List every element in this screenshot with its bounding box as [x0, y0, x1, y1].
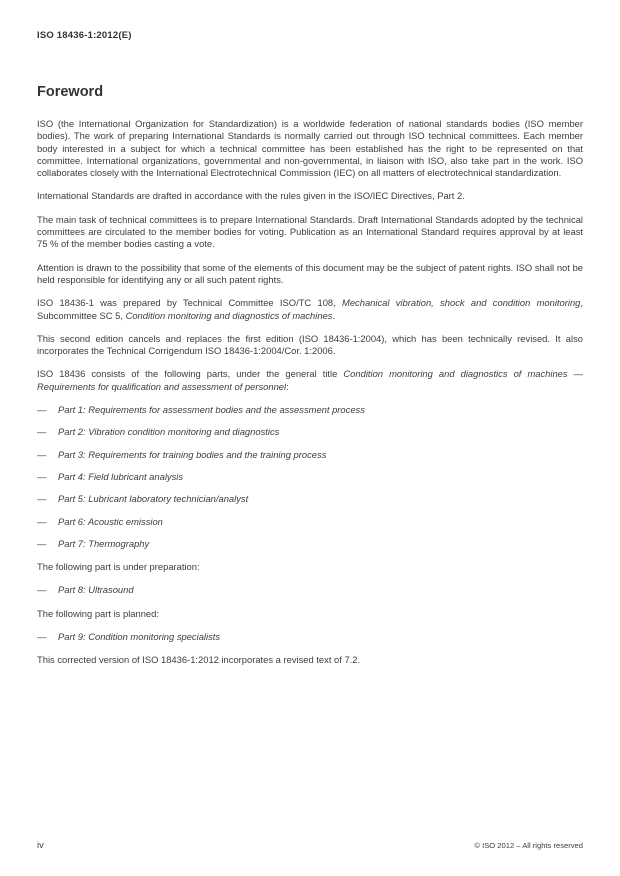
paragraph: [37, 214, 583, 251]
italic-text-run: Condition monitoring and diagnostics of machines: [125, 309, 333, 321]
text-run: The following part is planned:: [37, 607, 159, 619]
list-item: [37, 471, 583, 483]
paragraph: [37, 561, 583, 573]
paragraph: [37, 190, 583, 202]
list-item-text: [58, 449, 326, 461]
list-item-text: [58, 631, 220, 643]
list-item: [37, 538, 583, 550]
text-run: ISO 18436 consists of the following parts, under the general title: [37, 368, 344, 380]
list-dash-marker: —: [37, 584, 47, 596]
list-item: [37, 426, 583, 438]
italic-text-run: Part 4: Field lubricant analysis: [58, 470, 184, 482]
text-run: The main task of technical committees is to prepare International Standards. Draft International Standards adopted by the technical committees are circulated to the member bodies for voting. Publication as an International Standard requires approval by at least 75 % of the member bodies casting a vote.: [37, 213, 583, 250]
italic-text-run: Part 1: Requirements for assessment bodies and the assessment process: [58, 404, 365, 416]
text-run: ISO 18436-1 was prepared by Technical Committee ISO/TC 108,: [37, 297, 343, 309]
page-number: iv: [37, 840, 44, 850]
list-item-text: [58, 493, 248, 505]
list-dash-marker: —: [37, 493, 47, 505]
italic-text-run: Part 8: Ultrasound: [58, 584, 134, 596]
list-item: [37, 584, 583, 596]
page-title: Foreword: [37, 84, 104, 100]
document-body: [37, 118, 583, 667]
paragraph: [37, 368, 583, 393]
list-item-text: [58, 516, 163, 528]
text-run: The following part is under preparation:: [37, 561, 200, 573]
italic-text-run: Part 7: Thermography: [58, 537, 150, 549]
list-dash-marker: —: [37, 426, 47, 438]
paragraph: [37, 297, 583, 322]
italic-text-run: Mechanical vibration, shock and condition monitoring: [342, 297, 581, 309]
list-item: [37, 449, 583, 461]
paragraph: [37, 608, 583, 620]
text-run: ISO (the International Organization for Standardization) is a worldwide federation of national standards bodies (ISO member bodies). The work of preparing International Standards is normally carried out through ISO technical committees. Each member body interested in a subject for which a technical committee has been established has the right to be represented on that committee. International organizations, governmental and non-governmental, in liaison with ISO, also take part in the work. ISO collaborates closely with the International Electrotechnical Commission (IEC) on all matters of electrotechnical standardization.: [37, 118, 583, 179]
list-item-text: [58, 584, 134, 596]
copyright-notice: © ISO 2012 – All rights reserved: [474, 841, 583, 850]
list-item-text: [58, 471, 183, 483]
paragraph: [37, 118, 583, 179]
list-dash-marker: —: [37, 515, 47, 527]
paragraph: [37, 654, 583, 666]
list-dash-marker: —: [37, 448, 47, 460]
list-dash-marker: —: [37, 470, 47, 482]
paragraph: [37, 262, 583, 287]
italic-text-run: Part 6: Acoustic emission: [58, 515, 163, 527]
text-run: Attention is drawn to the possibility that some of the elements of this document may be the subject of patent rights. ISO shall not be held responsible for identifying any or all such patent rights.: [37, 261, 583, 285]
italic-text-run: Part 9: Condition monitoring specialists: [58, 631, 221, 643]
italic-text-run: Part 2: Vibration condition monitoring and diagnostics: [58, 426, 280, 438]
running-header: ISO 18436-1:2012(E): [37, 30, 132, 41]
list-item-text: [58, 404, 365, 416]
list-item: [37, 631, 583, 643]
list-item: [37, 493, 583, 505]
page-footer: [37, 840, 583, 850]
list-item: [37, 404, 583, 416]
list-dash-marker: —: [37, 537, 47, 549]
text-run: This corrected version of ISO 18436-1:2012 incorporates a revised text of 7.2.: [37, 654, 361, 666]
text-run: International Standards are drafted in accordance with the rules given in the ISO/IEC Directives, Part 2.: [37, 190, 465, 202]
italic-text-run: Condition monitoring and diagnostics of machines — Requirements for qualification and assessment of personnel: [37, 368, 584, 392]
list-item-text: [58, 426, 279, 438]
text-run: .: [332, 309, 336, 321]
italic-text-run: Part 5: Lubricant laboratory technician/analyst: [58, 493, 249, 505]
list-dash-marker: —: [37, 631, 47, 643]
text-run: :: [286, 380, 289, 392]
list-item: [37, 516, 583, 528]
text-run: , Subcommittee SC 5,: [37, 297, 583, 321]
italic-text-run: Part 3: Requirements for training bodies and the training process: [58, 448, 327, 460]
paragraph: [37, 333, 583, 358]
text-run: This second edition cancels and replaces the first edition (ISO 18436-1:2004), which has been technically revised. It also incorporates the Technical Corrigendum ISO 18436-1:2004/Cor. 1:2006.: [37, 332, 583, 357]
list-item-text: [58, 538, 149, 550]
list-dash-marker: —: [37, 404, 47, 416]
